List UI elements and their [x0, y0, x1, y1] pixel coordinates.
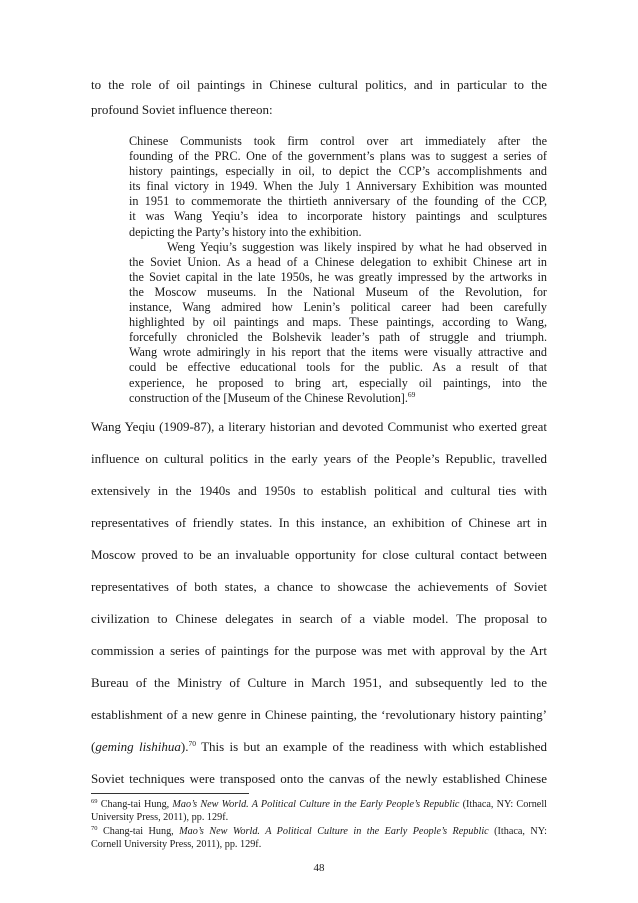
- quote-line: Chinese Communists took firm control over art immediately after the: [129, 134, 547, 148]
- footnote-author: Chang-tai Hung,: [97, 799, 173, 810]
- footnote-70-cont: Cornell University Press, 2011), pp. 129f.: [91, 839, 262, 850]
- footnote-69: [91, 798, 547, 811]
- quote-line: it was Wang Yeqiu’s idea to incorporate history paintings and sculptures: [129, 209, 547, 224]
- footnote-ref-69[interactable]: 69: [407, 389, 416, 399]
- body-line: influence on cultural politics in the early years of the People’s Republic, travelled: [91, 451, 547, 466]
- block-quote: [129, 134, 547, 406]
- paren-close: ).: [180, 739, 189, 754]
- footnote-number: 69: [91, 798, 98, 805]
- quote-line-text: construction of the [Museum of the Chinese Revolution].: [129, 390, 408, 405]
- footnote-ref-70[interactable]: 70: [188, 739, 196, 748]
- quote-line: founding of the PRC. One of the government’s plans was to suggest a series of: [129, 149, 547, 164]
- quote-line: highlighted by oil paintings and maps. These paintings, according to Wang,: [129, 315, 547, 330]
- footnote-separator: [91, 793, 249, 794]
- paren-open: (: [91, 739, 96, 754]
- intro-line: profound Soviet influence thereon:: [91, 102, 273, 117]
- footnote-number: 70: [91, 825, 98, 832]
- page-number: 48: [313, 862, 325, 874]
- body-line: representatives of friendly states. In this instance, an exhibition of Chinese art in: [91, 515, 547, 530]
- body-line-rest: This is but an example of the readiness with which established: [195, 739, 547, 754]
- footnote-title: Mao’s New World. A Political Culture in the Early People’s Republic: [179, 826, 489, 837]
- quote-line: its final victory in 1949. When the July 1 Anniversary Exhibition was mounted: [129, 179, 547, 194]
- quote-line: Weng Yeqiu’s suggestion was likely inspired by what he had observed in: [167, 239, 547, 254]
- footnote-publisher: (Ithaca, NY: Cornell: [459, 799, 547, 810]
- body-line: Soviet techniques were transposed onto the canvas of the newly established Chinese: [91, 771, 547, 786]
- quote-line: forcefully chronicled the Bolshevik leader’s path of struggle and triumph.: [129, 330, 547, 345]
- body-line: Bureau of the Ministry of Culture in March 1951, and subsequently led to the: [91, 675, 547, 690]
- quote-line: the Soviet Union. As a head of a Chinese delegation to exhibit Chinese art in: [129, 254, 547, 269]
- quote-line: history paintings, especially in oil, to depict the CCP’s accomplishments and: [129, 164, 547, 179]
- footnote-author: Chang-tai Hung,: [97, 826, 180, 837]
- quote-line: [129, 391, 547, 406]
- body-line: commission a series of paintings for the purpose was met with approval by the Art: [91, 643, 547, 658]
- footnote-69-cont: University Press, 2011), pp. 129f.: [91, 812, 229, 823]
- body-line: Wang Yeqiu (1909-87), a literary historian and devoted Communist who exerted great: [91, 419, 547, 434]
- quote-line: experience, he proposed to bring art, especially oil paintings, into the: [129, 375, 547, 390]
- quote-line: the Soviet capital in the late 1950s, he was greatly impressed by the artworks in: [129, 269, 547, 284]
- quote-line: Wang wrote admiringly in his report that the items were visually attractive and: [129, 345, 547, 360]
- quote-line: could be effective educational tools for the public. As a result of that: [129, 360, 547, 375]
- quote-line: the Moscow museums. In the National Museum of the Revolution, for: [129, 284, 547, 299]
- quote-line: instance, Wang admired how Lenin’s political career had been carefully: [129, 300, 547, 315]
- footnote-title: Mao’s New World. A Political Culture in the Early People’s Republic: [172, 799, 460, 810]
- quote-line: in 1951 to commemorate the thirtieth anniversary of the founding of the CCP,: [129, 194, 547, 209]
- body-line: establishment of a new genre in Chinese painting, the ‘revolutionary history painting’: [91, 707, 547, 722]
- intro-line: to the role of oil paintings in Chinese cultural politics, and in particular to the: [91, 77, 547, 92]
- body-line: civilization to Chinese delegates in search of a viable model. The proposal to: [91, 611, 547, 626]
- body-line: [91, 739, 547, 755]
- footnote-70: [91, 825, 547, 838]
- body-line: extensively in the 1940s and 1950s to establish political and cultural ties with: [91, 483, 547, 498]
- quote-line: depicting the Party’s history into the exhibition.: [129, 224, 362, 239]
- body-line: Moscow proved to be an invaluable opportunity for close cultural contact between: [91, 547, 547, 562]
- body-line: representatives of both states, a chance to showcase the achievements of Soviet: [91, 579, 547, 594]
- geming-lishihua-term: geming lishihua: [95, 739, 181, 754]
- footnote-publisher: (Ithaca, NY:: [488, 826, 547, 837]
